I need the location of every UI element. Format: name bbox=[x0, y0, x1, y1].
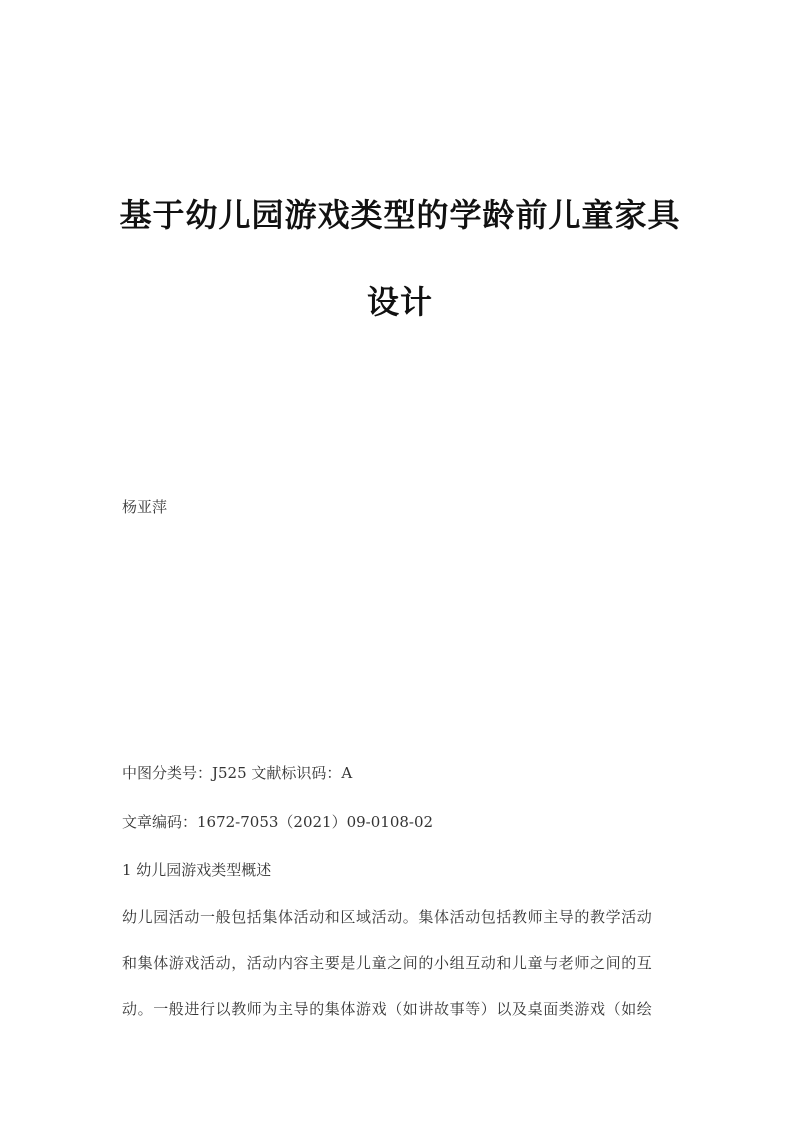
body-text-line: 幼儿园活动一般包括集体活动和区域活动。集体活动包括教师主导的教学活动 bbox=[122, 908, 653, 926]
article-id: 文章编码：1672-7053（2021）09-0108-02 bbox=[122, 813, 434, 831]
section-heading: 1 幼儿园游戏类型概述 bbox=[122, 861, 272, 879]
body-text-line: 和集体游戏活动，活动内容主要是儿童之间的小组互动和儿童与老师之间的互 bbox=[122, 954, 653, 972]
classification-code: 中图分类号：J525 文献标识码：A bbox=[122, 764, 353, 782]
title-line-2: 设计 bbox=[366, 283, 433, 321]
author-name: 杨亚萍 bbox=[122, 498, 168, 516]
body-text-line: 动。一般进行以教师为主导的集体游戏（如讲故事等）以及桌面类游戏（如绘 bbox=[122, 1000, 653, 1018]
title-line-1: 基于幼儿园游戏类型的学龄前儿童家具 bbox=[119, 196, 681, 234]
